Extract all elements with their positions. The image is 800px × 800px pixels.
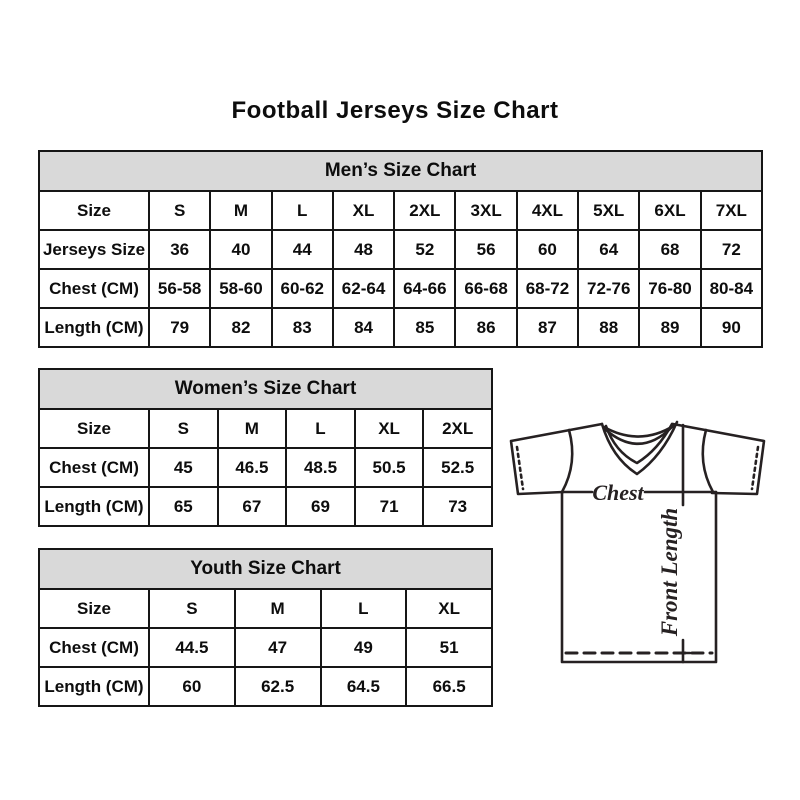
value-cell: 56-58 xyxy=(149,269,210,308)
value-cell: 66-68 xyxy=(455,269,516,308)
right-armhole-curve xyxy=(703,430,713,492)
value-cell: 5XL xyxy=(578,191,639,230)
mens-table-title: Men’s Size Chart xyxy=(39,151,762,191)
value-cell: 79 xyxy=(149,308,210,347)
value-cell: 60 xyxy=(149,667,235,706)
womens-table-title: Women’s Size Chart xyxy=(39,369,492,409)
value-cell: 76-80 xyxy=(639,269,700,308)
row-label-cell: Jerseys Size xyxy=(39,230,149,269)
value-cell: S xyxy=(149,409,218,448)
value-cell: M xyxy=(235,589,321,628)
right-cuff-dotted-line xyxy=(752,447,758,489)
value-cell: L xyxy=(272,191,333,230)
value-cell: 51 xyxy=(406,628,492,667)
front-length-label: Front Length xyxy=(657,507,682,637)
table-header-band xyxy=(39,151,762,191)
jersey-diagram-svg xyxy=(496,404,780,680)
value-cell: 72-76 xyxy=(578,269,639,308)
value-cell: 86 xyxy=(455,308,516,347)
value-cell: 45 xyxy=(149,448,218,487)
value-cell: 72 xyxy=(701,230,762,269)
value-cell: 69 xyxy=(286,487,355,526)
value-cell: 60-62 xyxy=(272,269,333,308)
value-cell: 3XL xyxy=(455,191,516,230)
table-row xyxy=(39,191,762,230)
value-cell: 2XL xyxy=(394,191,455,230)
value-cell: 68-72 xyxy=(517,269,578,308)
table-row xyxy=(39,269,762,308)
value-cell: 6XL xyxy=(639,191,700,230)
left-sleeve-outline xyxy=(511,424,602,494)
value-cell: XL xyxy=(355,409,424,448)
row-label-cell: Size xyxy=(39,589,149,628)
value-cell: 48 xyxy=(333,230,394,269)
value-cell: 87 xyxy=(517,308,578,347)
value-cell: 85 xyxy=(394,308,455,347)
row-label-cell: Size xyxy=(39,191,149,230)
left-armhole-curve xyxy=(562,430,572,492)
youth-table xyxy=(38,548,493,707)
value-cell: 47 xyxy=(235,628,321,667)
row-label-cell: Length (CM) xyxy=(39,667,149,706)
value-cell: XL xyxy=(333,191,394,230)
table-row xyxy=(39,409,492,448)
table-row xyxy=(39,667,492,706)
page-title: Football Jerseys Size Chart xyxy=(231,97,559,124)
row-label-cell: Length (CM) xyxy=(39,487,149,526)
value-cell: 80-84 xyxy=(701,269,762,308)
value-cell: 67 xyxy=(218,487,287,526)
value-cell: 4XL xyxy=(517,191,578,230)
value-cell: 68 xyxy=(639,230,700,269)
table-row xyxy=(39,628,492,667)
value-cell: XL xyxy=(406,589,492,628)
value-cell: 64.5 xyxy=(321,667,407,706)
chest-label: Chest xyxy=(592,480,644,505)
value-cell: 62.5 xyxy=(235,667,321,706)
value-cell: S xyxy=(149,191,210,230)
value-cell: 65 xyxy=(149,487,218,526)
jersey-measurement-diagram xyxy=(496,404,780,680)
value-cell: 44.5 xyxy=(149,628,235,667)
womens-table xyxy=(38,368,493,527)
left-cuff-dotted-line xyxy=(517,447,523,489)
value-cell: 90 xyxy=(701,308,762,347)
value-cell: 71 xyxy=(355,487,424,526)
value-cell: 60 xyxy=(517,230,578,269)
value-cell: 48.5 xyxy=(286,448,355,487)
mens-size-table xyxy=(38,150,763,348)
value-cell: 64-66 xyxy=(394,269,455,308)
value-cell: 7XL xyxy=(701,191,762,230)
value-cell: 52.5 xyxy=(423,448,492,487)
value-cell: 49 xyxy=(321,628,407,667)
value-cell: 44 xyxy=(272,230,333,269)
table-header-band xyxy=(39,369,492,409)
value-cell: M xyxy=(218,409,287,448)
value-cell: 46.5 xyxy=(218,448,287,487)
mens-table xyxy=(38,150,763,348)
value-cell: 84 xyxy=(333,308,394,347)
value-cell: S xyxy=(149,589,235,628)
value-cell: M xyxy=(210,191,271,230)
value-cell: 83 xyxy=(272,308,333,347)
value-cell: 88 xyxy=(578,308,639,347)
value-cell: 40 xyxy=(210,230,271,269)
table-row xyxy=(39,589,492,628)
value-cell: 82 xyxy=(210,308,271,347)
row-label-cell: Chest (CM) xyxy=(39,628,149,667)
youth-table-title: Youth Size Chart xyxy=(39,549,492,589)
table-row xyxy=(39,487,492,526)
value-cell: 62-64 xyxy=(333,269,394,308)
table-row xyxy=(39,448,492,487)
value-cell: L xyxy=(286,409,355,448)
table-header-band xyxy=(39,549,492,589)
table-row xyxy=(39,230,762,269)
womens-size-table xyxy=(38,368,493,527)
value-cell: 64 xyxy=(578,230,639,269)
row-label-cell: Size xyxy=(39,409,149,448)
youth-size-table xyxy=(38,548,493,707)
value-cell: L xyxy=(321,589,407,628)
table-row xyxy=(39,308,762,347)
value-cell: 66.5 xyxy=(406,667,492,706)
right-sleeve-outline xyxy=(673,424,764,494)
value-cell: 89 xyxy=(639,308,700,347)
value-cell: 2XL xyxy=(423,409,492,448)
value-cell: 58-60 xyxy=(210,269,271,308)
row-label-cell: Chest (CM) xyxy=(39,448,149,487)
value-cell: 36 xyxy=(149,230,210,269)
value-cell: 56 xyxy=(455,230,516,269)
value-cell: 73 xyxy=(423,487,492,526)
body-outline xyxy=(562,492,716,662)
value-cell: 52 xyxy=(394,230,455,269)
row-label-cell: Chest (CM) xyxy=(39,269,149,308)
row-label-cell: Length (CM) xyxy=(39,308,149,347)
value-cell: 50.5 xyxy=(355,448,424,487)
